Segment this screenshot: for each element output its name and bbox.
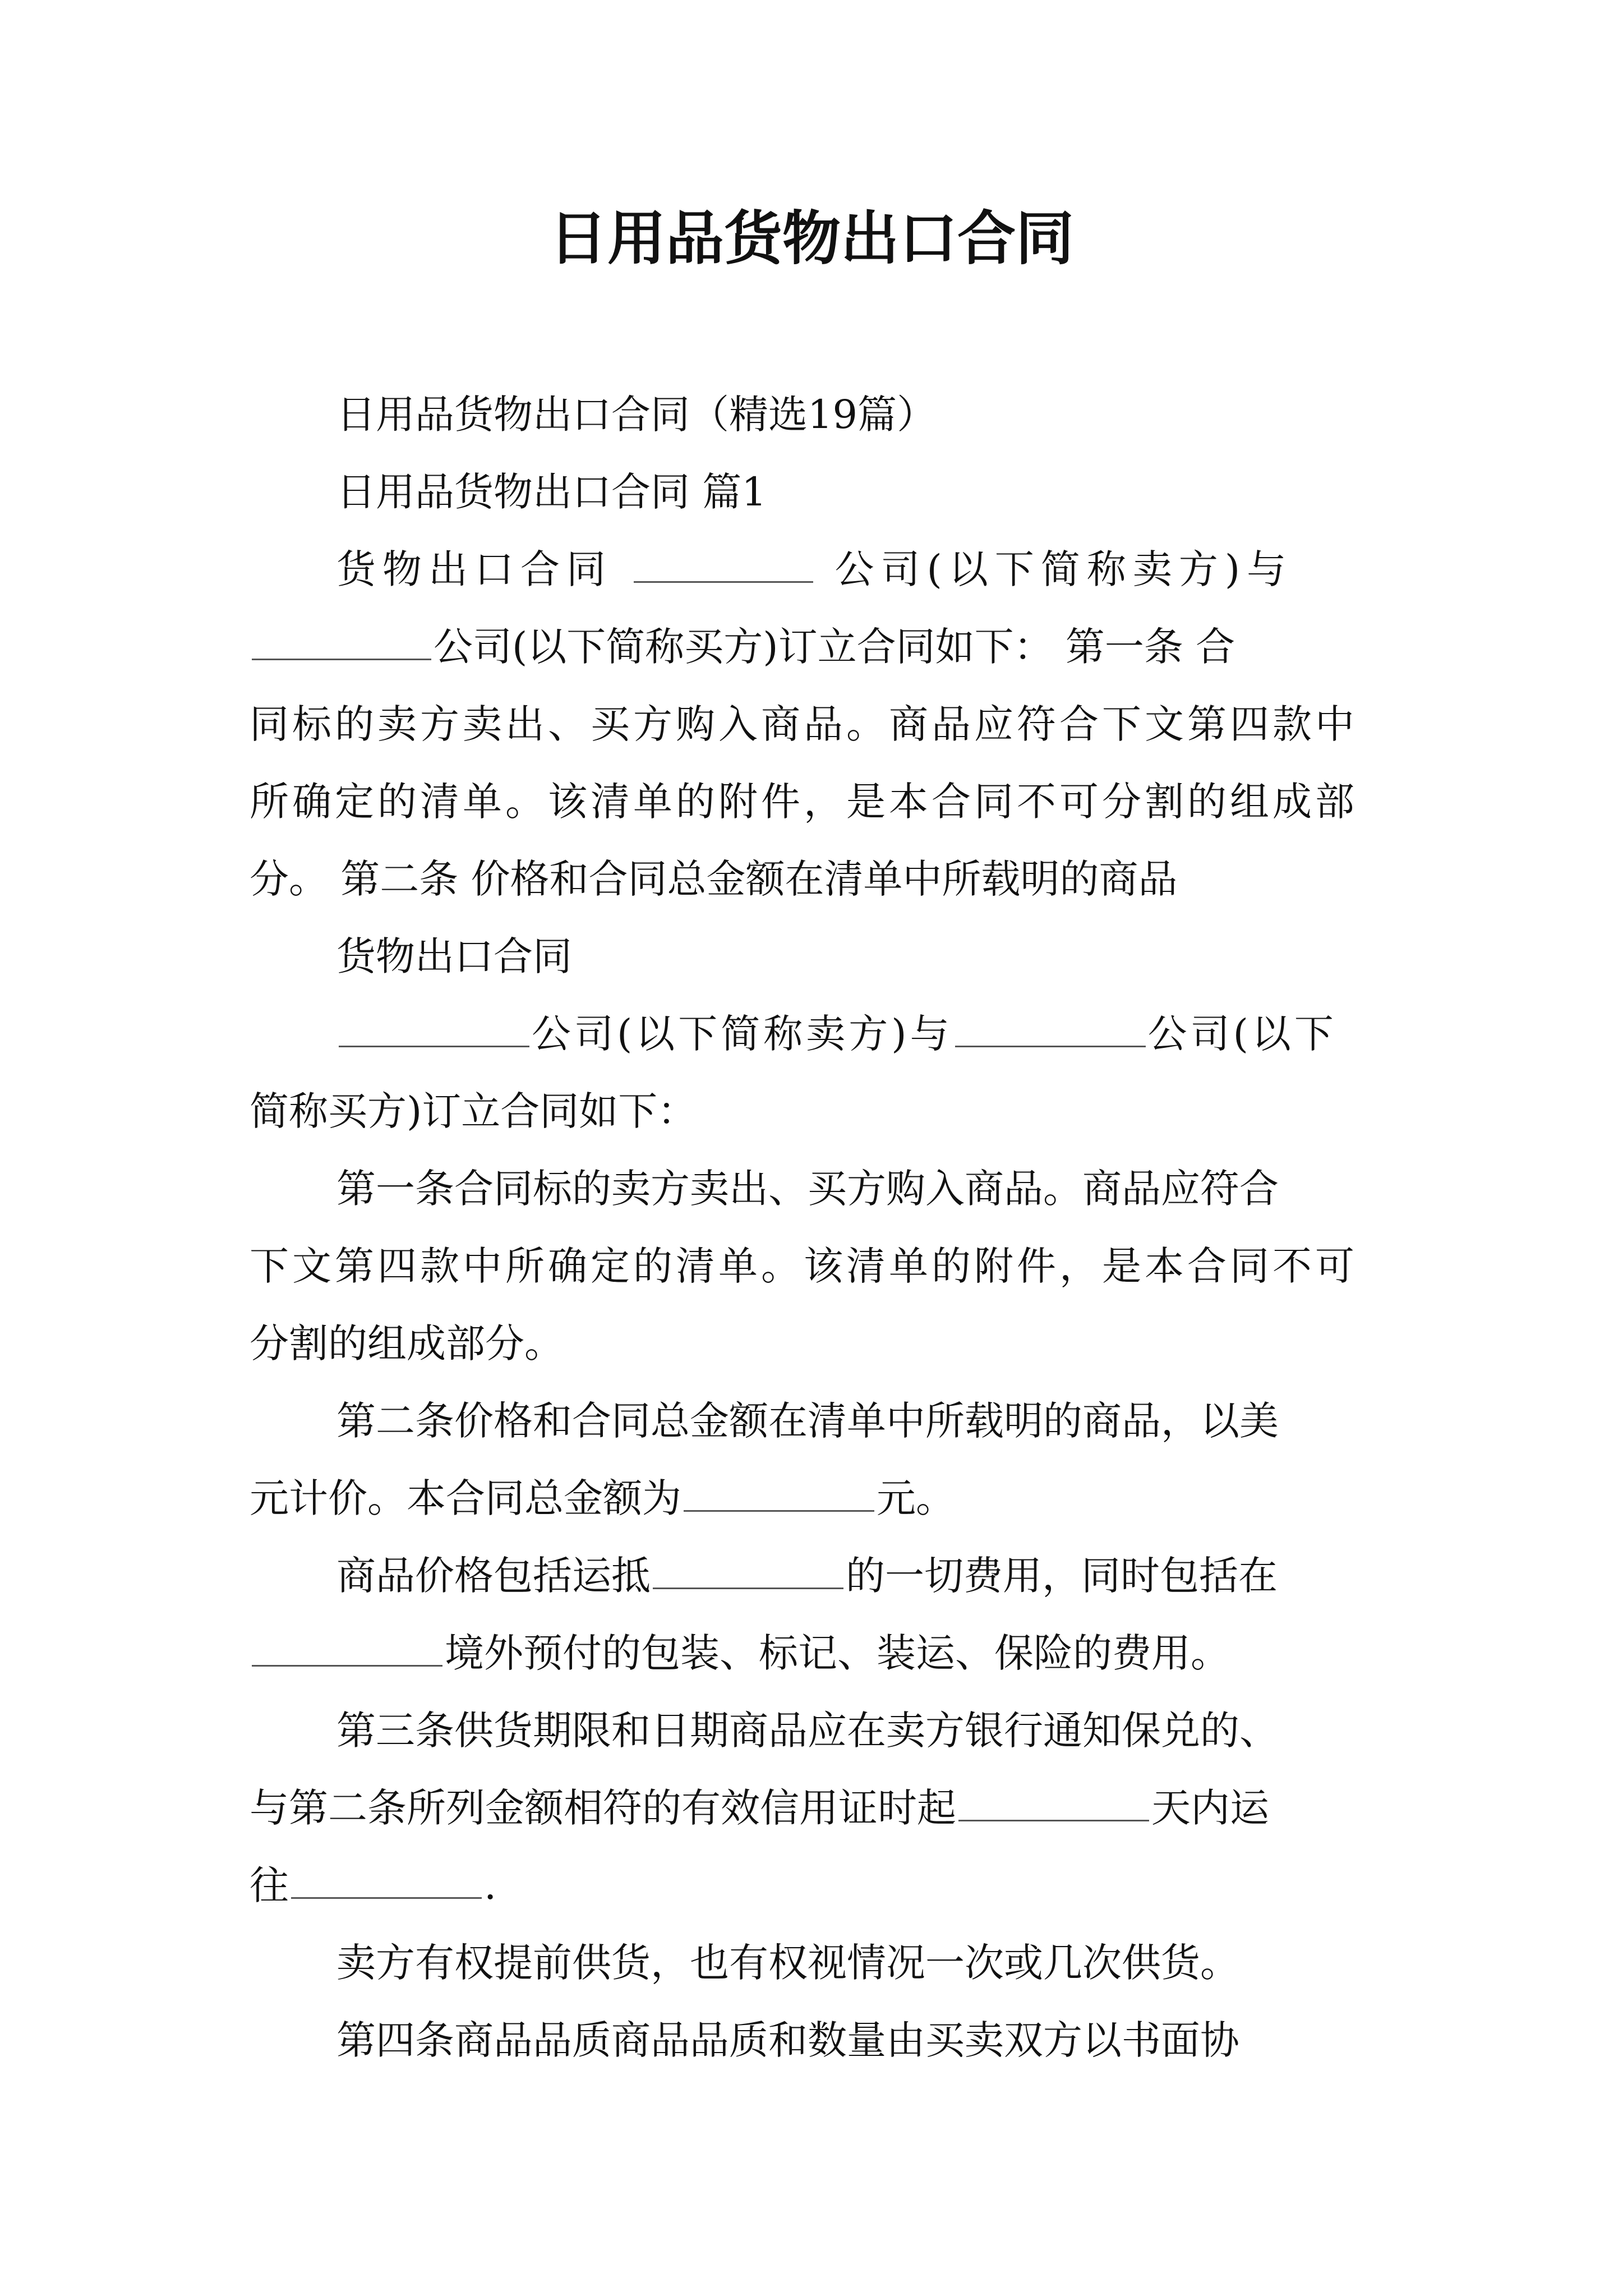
text-segment: 往 — [250, 1862, 289, 1908]
text-segment: 与第二条所列金额相符的有效信用证时起 — [250, 1785, 956, 1831]
text-line — [250, 1305, 1377, 1382]
text-line — [250, 376, 1377, 453]
text-segment: 第四条商品品质商品品质和数量由买卖双方以书面协 — [336, 2017, 1239, 2063]
text-segment: 第三条供货期限和日期商品应在卖方银行通知保兑的、 — [336, 1708, 1279, 1754]
text-segment: 公司(以下简称买方)订立合同如下： 第一条 合 — [434, 624, 1235, 670]
text-line — [250, 1537, 1377, 1614]
text-segment: 元。 — [877, 1475, 955, 1521]
fill-in-blank — [291, 1864, 482, 1899]
text-line — [250, 1382, 1377, 1460]
text-segment: . — [484, 1862, 497, 1908]
text-line — [250, 2001, 1377, 2079]
text-segment: 天内运 — [1151, 1785, 1269, 1831]
text-line — [250, 608, 1377, 685]
text-segment: 日用品货物出口合同（精选19篇） — [336, 392, 937, 438]
fill-in-blank — [958, 1787, 1149, 1822]
text-segment: 公司(以下简称卖方)与 — [834, 546, 1293, 592]
text-line — [250, 840, 1377, 918]
text-segment: 境外预付的包装、标记、装运、保险的费用。 — [445, 1630, 1230, 1676]
text-line — [250, 1073, 1377, 1150]
text-line — [250, 995, 1377, 1073]
text-segment: 同标的卖方卖出、买方购入商品。商品应符合下文第四款中 — [250, 701, 1358, 747]
fill-in-blank — [653, 1554, 843, 1590]
fill-in-blank — [955, 1013, 1146, 1048]
text-line — [250, 1692, 1377, 1769]
text-segment: 货物出口合同 — [336, 546, 612, 592]
fill-in-blank — [684, 1477, 874, 1512]
text-segment: 分。 第二条 价格和合同总金额在清单中所载明的商品 — [250, 856, 1178, 902]
text-segment: 分割的组成部分。 — [250, 1320, 564, 1366]
text-segment: 商品价格包括运抵 — [336, 1553, 651, 1599]
fill-in-blank — [252, 1632, 442, 1667]
text-line — [250, 453, 1377, 531]
document-title: 日用品货物出口合同 — [548, 204, 1074, 273]
text-line — [250, 685, 1377, 763]
text-segment: 卖方有权提前供货，也有权视情况一次或几次供货。 — [336, 1940, 1239, 1986]
text-line — [250, 1150, 1377, 1227]
text-segment: 元计价。本合同总金额为 — [250, 1475, 681, 1521]
text-line — [250, 1227, 1377, 1305]
text-line — [250, 1924, 1377, 2001]
text-segment: 所确定的清单。该清单的附件，是本合同不可分割的组成部 — [250, 779, 1358, 825]
text-segment: 简称买方)订立合同如下： — [250, 1088, 697, 1134]
text-segment: 货物出口合同 — [336, 933, 572, 979]
text-line — [250, 1847, 1377, 1924]
text-line — [250, 763, 1377, 840]
fill-in-blank — [339, 1013, 529, 1048]
text-line — [250, 918, 1377, 995]
text-line — [250, 1614, 1377, 1692]
text-line — [250, 1769, 1377, 1847]
text-segment: 公司(以下 — [1147, 1011, 1337, 1057]
document-body — [250, 376, 1377, 2079]
text-segment: 第二条价格和合同总金额在清单中所载明的商品，以美 — [336, 1398, 1279, 1444]
fill-in-blank — [634, 548, 813, 583]
text-line — [250, 531, 1377, 608]
text-segment: 公司(以下简称卖方)与 — [532, 1011, 953, 1057]
text-segment: 下文第四款中所确定的清单。该清单的附件，是本合同不可 — [250, 1243, 1358, 1289]
text-segment: 第一条合同标的卖方卖出、买方购入商品。商品应符合 — [336, 1166, 1279, 1212]
fill-in-blank — [252, 625, 431, 661]
text-segment: 的一切费用，同时包括在 — [846, 1553, 1278, 1599]
text-segment: 日用品货物出口合同 篇1 — [336, 469, 767, 515]
text-line — [250, 1460, 1377, 1537]
